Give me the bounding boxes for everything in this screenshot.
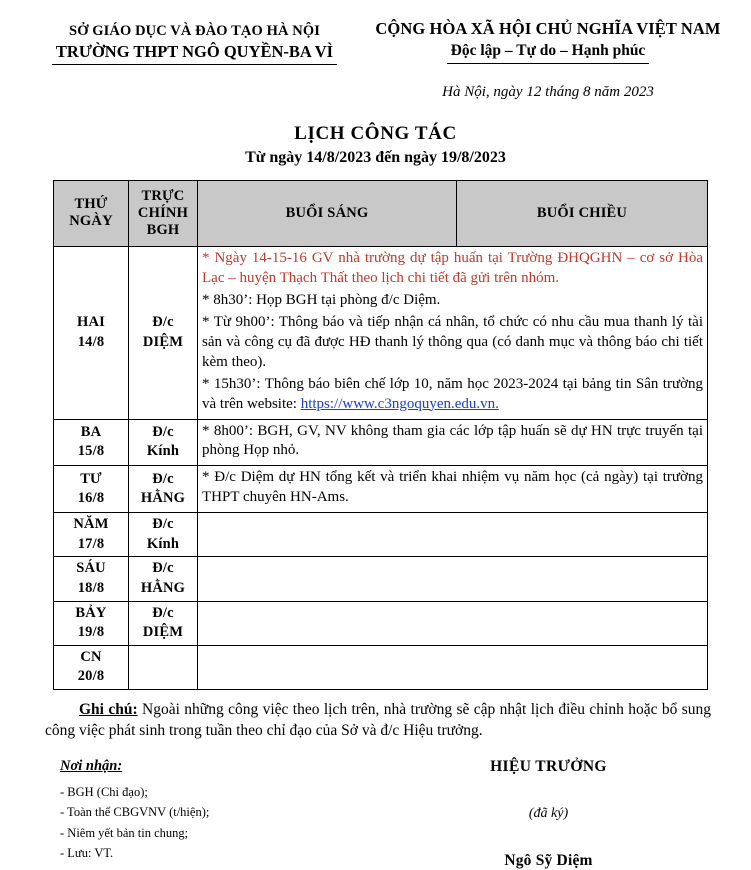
day-date: 19/8	[77, 624, 105, 641]
duty-name: DIỆM	[142, 624, 184, 641]
issuing-org-block	[22, 18, 367, 65]
department-name: SỞ GIÁO DỤC VÀ ĐÀO TẠO HÀ NỘI	[69, 23, 320, 39]
school-website-link[interactable]: https://www.c3ngoquyen.edu.vn.	[300, 395, 499, 412]
national-heading-block	[367, 18, 729, 101]
column-header-duty-line2: CHÍNH	[137, 204, 189, 221]
table-row	[54, 513, 708, 557]
day-cell	[54, 645, 129, 689]
table-header	[54, 180, 708, 246]
schedule-table	[53, 180, 708, 690]
document-header	[0, 0, 751, 101]
signature-row	[0, 758, 751, 870]
duty-name: HẰNG	[140, 490, 186, 507]
duty-cell	[129, 513, 198, 557]
recipient-item: - BGH (Chỉ đạo);	[60, 785, 148, 800]
day-date: 14/8	[77, 333, 105, 350]
schedule-entry: * 8h30’: Họp BGH tại phòng đ/c Diệm.	[202, 291, 441, 308]
table-header-row	[54, 180, 708, 246]
duty-cell	[129, 645, 198, 689]
column-header-day	[54, 180, 129, 246]
duty-prefix: Đ/c	[152, 604, 174, 621]
table-row	[54, 466, 708, 513]
duty-name: HẰNG	[140, 579, 186, 596]
page-subtitle: Từ ngày 14/8/2023 đến ngày 19/8/2023	[245, 149, 506, 167]
duty-prefix: Đ/c	[152, 314, 174, 331]
day-cell	[54, 513, 129, 557]
schedule-entry: * Từ 9h00’: Thông báo và tiếp nhận cá nhân, tổ chức có nhu cầu mua thanh lý tài sản và công cụ đã được HĐ thanh lý thông qua (có danh mục và thông báo chi tiết kèm theo).	[202, 313, 703, 370]
table-body	[54, 247, 708, 690]
day-date: 15/8	[77, 443, 105, 460]
day-name: SÁU	[76, 560, 106, 577]
day-cell	[54, 247, 129, 420]
duty-cell	[129, 247, 198, 420]
table-row	[54, 645, 708, 689]
schedule-entry	[202, 375, 703, 415]
table-row	[54, 247, 708, 420]
day-name: CN	[80, 648, 102, 665]
day-name: NĂM	[73, 516, 109, 533]
day-date: 16/8	[77, 490, 105, 507]
recipient-item: - Lưu: VT.	[60, 845, 114, 860]
table-row	[54, 557, 708, 601]
schedule-content-cell	[198, 466, 708, 513]
schedule-content-cell	[198, 513, 708, 557]
column-header-morning: BUỔI SÁNG	[198, 180, 457, 246]
national-motto: Độc lập – Tự do – Hạnh phúc	[447, 41, 650, 64]
schedule-content-cell	[198, 557, 708, 601]
duty-prefix: Đ/c	[152, 423, 174, 440]
schedule-entry: * Đ/c Diệm dự HN tổng kết và triển khai nhiệm vụ năm học (cả ngày) tại trường THPT chuyên HN-Ams.	[202, 469, 703, 506]
duty-prefix: Đ/c	[152, 516, 174, 533]
duty-cell	[129, 601, 198, 645]
schedule-content-cell	[198, 645, 708, 689]
column-header-duty	[129, 180, 198, 246]
duty-cell	[129, 557, 198, 601]
table-row	[54, 419, 708, 466]
recipients-block	[50, 758, 380, 870]
signed-mark: (đã ký)	[528, 806, 569, 822]
schedule-table-wrap	[0, 180, 751, 690]
day-date: 18/8	[77, 579, 105, 596]
page-title: LỊCH CÔNG TÁC	[294, 122, 457, 144]
schedule-content-cell	[198, 601, 708, 645]
schedule-content-cell	[198, 247, 708, 420]
recipient-item: - Niêm yết bản tin chung;	[60, 825, 189, 840]
table-row	[54, 601, 708, 645]
schedule-entry-text: * 15h30’: Thông báo biên chế lớp 10, năm học 2023-2024 tại bảng tin Sân trường và trên website:	[202, 375, 703, 412]
day-name: HAI	[77, 314, 105, 331]
school-name: TRƯỜNG THPT NGÔ QUYỀN-BA VÌ	[52, 41, 337, 65]
day-name: TƯ	[80, 470, 102, 487]
duty-prefix: Đ/c	[152, 560, 174, 577]
day-cell	[54, 601, 129, 645]
note-text: Ngoài những công việc theo lịch trên, nhà trường sẽ cập nhật lịch điều chỉnh hoặc bổ sung công việc phát sinh trong tuần theo chỉ đạo của Sở và đ/c Hiệu trưởng.	[45, 700, 712, 740]
day-date: 20/8	[77, 668, 105, 685]
day-name: BẢY	[75, 604, 107, 621]
schedule-content-cell	[198, 419, 708, 466]
schedule-entry: * 8h00’: BGH, GV, NV không tham gia các lớp tập huấn sẽ dự HN trực truyến tại phòng Họp nhỏ.	[202, 422, 703, 459]
duty-prefix: Đ/c	[152, 470, 174, 487]
recipients-list	[50, 782, 380, 863]
note-block	[0, 699, 751, 742]
column-header-afternoon: BUỔI CHIỀU	[457, 180, 708, 246]
principal-name: Ngô Sỹ Diệm	[504, 852, 593, 870]
principal-block	[380, 758, 731, 870]
day-cell	[54, 557, 129, 601]
column-header-duty-line3: BGH	[146, 221, 180, 238]
principal-title: HIỆU TRƯỞNG	[490, 758, 607, 776]
day-cell	[54, 466, 129, 513]
recipient-item: - Toàn thể CBGVNV (t/hiện);	[60, 805, 210, 820]
duty-name: Kính	[146, 535, 180, 552]
duty-name: Kính	[146, 443, 180, 460]
duty-cell	[129, 466, 198, 513]
national-title: CỘNG HÒA XÃ HỘI CHỦ NGHĨA VIỆT NAM	[375, 19, 721, 38]
duty-cell	[129, 419, 198, 466]
schedule-entry: * Ngày 14-15-16 GV nhà trường dự tập huấn tại Trường ĐHQGHN – cơ sở Hòa Lạc – huyện Thạch Thất theo lịch chi tiết đã gửi trên nhóm.	[202, 250, 703, 286]
column-header-day-line2: NGÀY	[69, 213, 113, 230]
day-date: 17/8	[77, 535, 105, 552]
day-cell	[54, 419, 129, 466]
recipients-title: Nơi nhận:	[60, 758, 123, 775]
place-and-date: Hà Nội, ngày 12 tháng 8 năm 2023	[442, 83, 654, 100]
duty-name: DIỆM	[142, 333, 184, 350]
column-header-duty-line1: TRỰC	[141, 187, 185, 204]
day-name: BA	[80, 423, 102, 440]
note-label: Ghi chú:	[79, 700, 138, 718]
column-header-day-line1: THỨ	[74, 196, 108, 213]
title-block	[0, 123, 751, 168]
